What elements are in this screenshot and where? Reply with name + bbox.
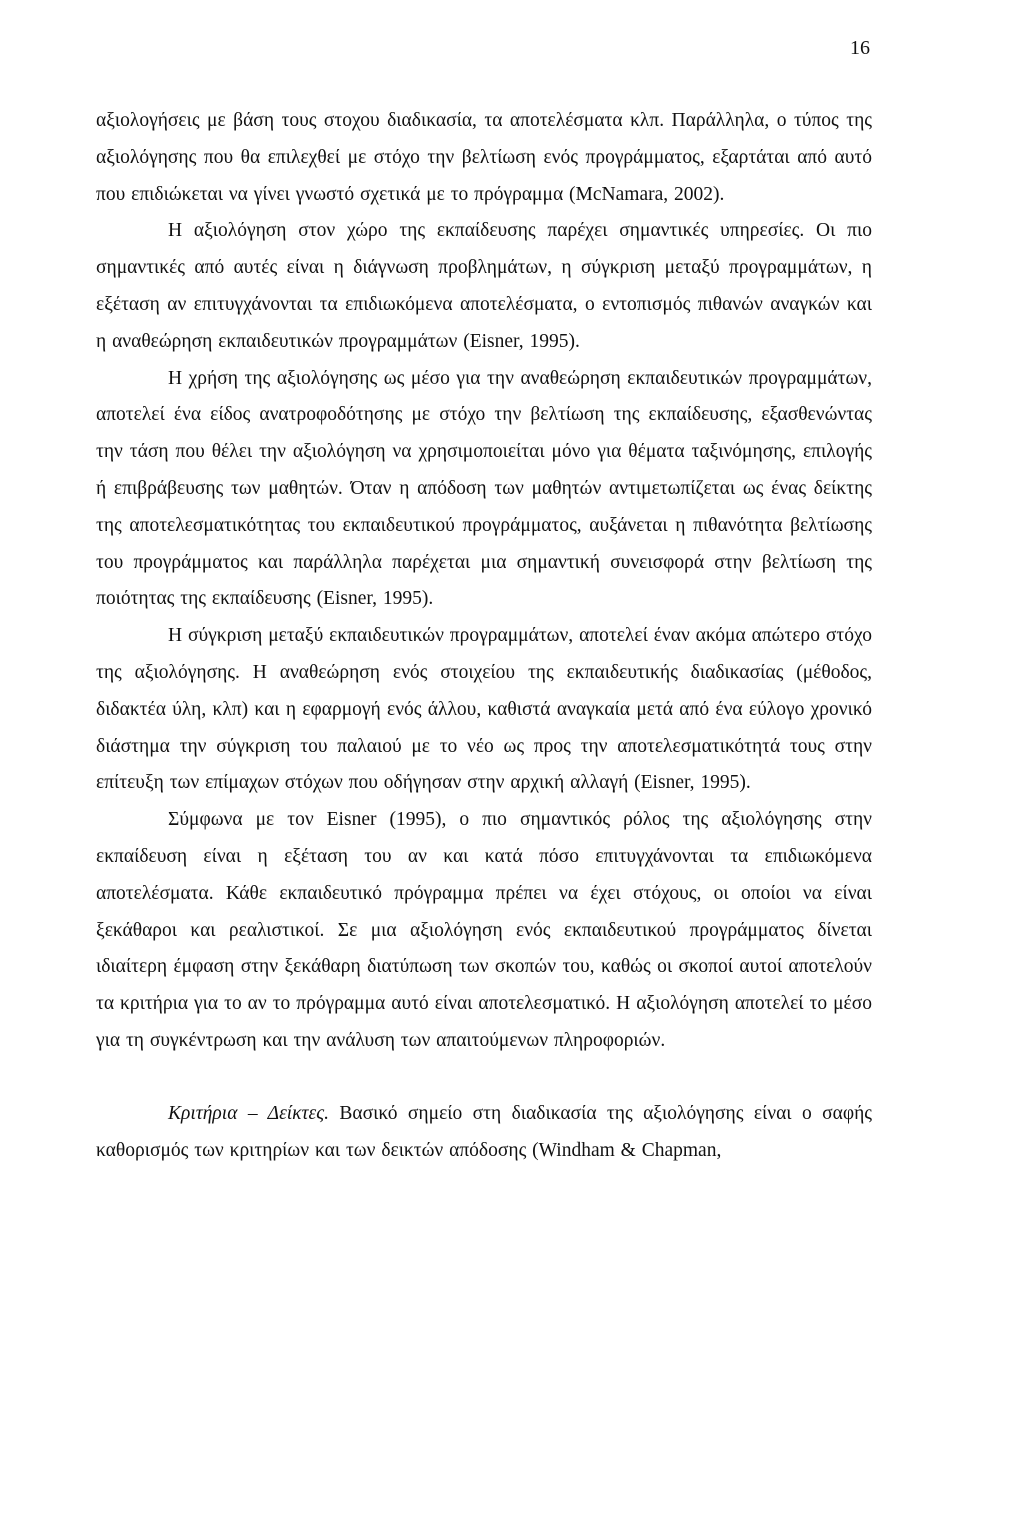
document-body [96,103,872,1169]
paragraph-criteria-indicators [96,1096,872,1170]
paragraph-evaluation-services: Η αξιολόγηση στον χώρο της εκπαίδευσης παρέχει σημαντικές υπηρεσίες. Οι πιο σημαντικές από αυτές είναι η διάγνωση προβλημάτων, η σύγκριση μεταξύ προγραμμάτων, η εξέταση αν επιτυγχάνονται τα επιδιωκόμενα αποτελέσματα, ο εντοπισμός πιθανών αναγκών και η αναθεώρηση εκπαιδευτικών προγραμμάτων (Eisner, 1995). [96,220,872,352]
paragraph-program-comparison: Η σύγκριση μεταξύ εκπαιδευτικών προγραμμάτων, αποτελεί έναν ακόμα απώτερο στόχο της αξιολόγησης. Η αναθεώρηση ενός στοιχείου της εκπαιδευτικής διαδικασίας (μέθοδος, διδακτέα ύλη, κλπ) και η εφαρμογή ενός άλλου, καθιστά αναγκαία μετά από ένα εύλογο χρονικό διάστημα την σύγκριση του παλαιού με το νέο ως προς την αποτελεσματικότητά τους στην επίτευξη των επίμαχων στόχων που οδήγησαν στην αρχική αλλαγή (Eisner, 1995). [96,625,872,794]
paragraph-evaluation-types: αξιολογήσεις με βάση τους στοχου διαδικασία, τα αποτελέσματα κλπ. Παράλληλα, ο τύπος της αξιολόγησης που θα επιλεχθεί με στόχο την βελτίωση ενός προγράμματος, εξαρτάται από αυτό που επιδιώκεται να γίνει γνωστό σχετικά με το πρόγραμμα (McNamara, 2002). [96,110,872,205]
page-number: 16 [850,37,870,59]
paragraph-eisner-role: Σύμφωνα με τον Eisner (1995), ο πιο σημαντικός ρόλος της αξιολόγησης στην εκπαίδευση είναι η εξέταση του αν και κατά πόσο επιτυγχάνονται τα επιδιωκόμενα αποτελέσματα. Κάθε εκπαιδευτικό πρόγραμμα πρέπει να έχει στόχους, οι οποίοι να είναι ξεκάθαροι και ρεαλιστικοί. Σε μια αξιολόγηση ενός εκπαιδευτικού προγράμματος δίνεται ιδιαίτερη έμφαση στην ξεκάθαρη διατύπωση των σκοπών του, καθώς οι σκοποί αυτοί αποτελούν τα κριτήρια για το αν το πρόγραμμα αυτό είναι αποτελεσματικό. Η αξιολόγηση αποτελεί το μέσο για τη συγκέντρωση και την ανάλυση των απαιτούμενων πληροφοριών. [96,809,872,1051]
section-text: Βασικό σημείο στη διαδικασία της αξιολόγησης είναι ο σαφής καθορισμός των κριτηρίων και των δεικτών απόδοσης (Windham & Chapman, [96,1102,872,1161]
paragraph-evaluation-feedback: Η χρήση της αξιολόγησης ως μέσο για την αναθεώρηση εκπαιδευτικών προγραμμάτων, αποτελεί ένα είδος ανατροφοδότησης με στόχο την βελτίωση της εκπαίδευσης, εξασθενώντας την τάση που θέλει την αξιολόγηση να χρησιμοποιείται μόνο για θέματα ταξινόμησης, επιλογής ή επιβράβευσης των μαθητών. Όταν η απόδοση των μαθητών αντιμετωπίζεται ως ένας δείκτης της αποτελεσματικότητας του εκπαιδευτικού προγράμματος, αυξάνεται η πιθανότητα βελτίωσης του προγράμματος και παράλληλα παρέχεται μια σημαντική συνεισφορά στην βελτίωση της ποιότητας της εκπαίδευσης (Eisner, 1995). [96,367,872,610]
section-heading: Κριτήρια – Δείκτες. [168,1102,329,1124]
